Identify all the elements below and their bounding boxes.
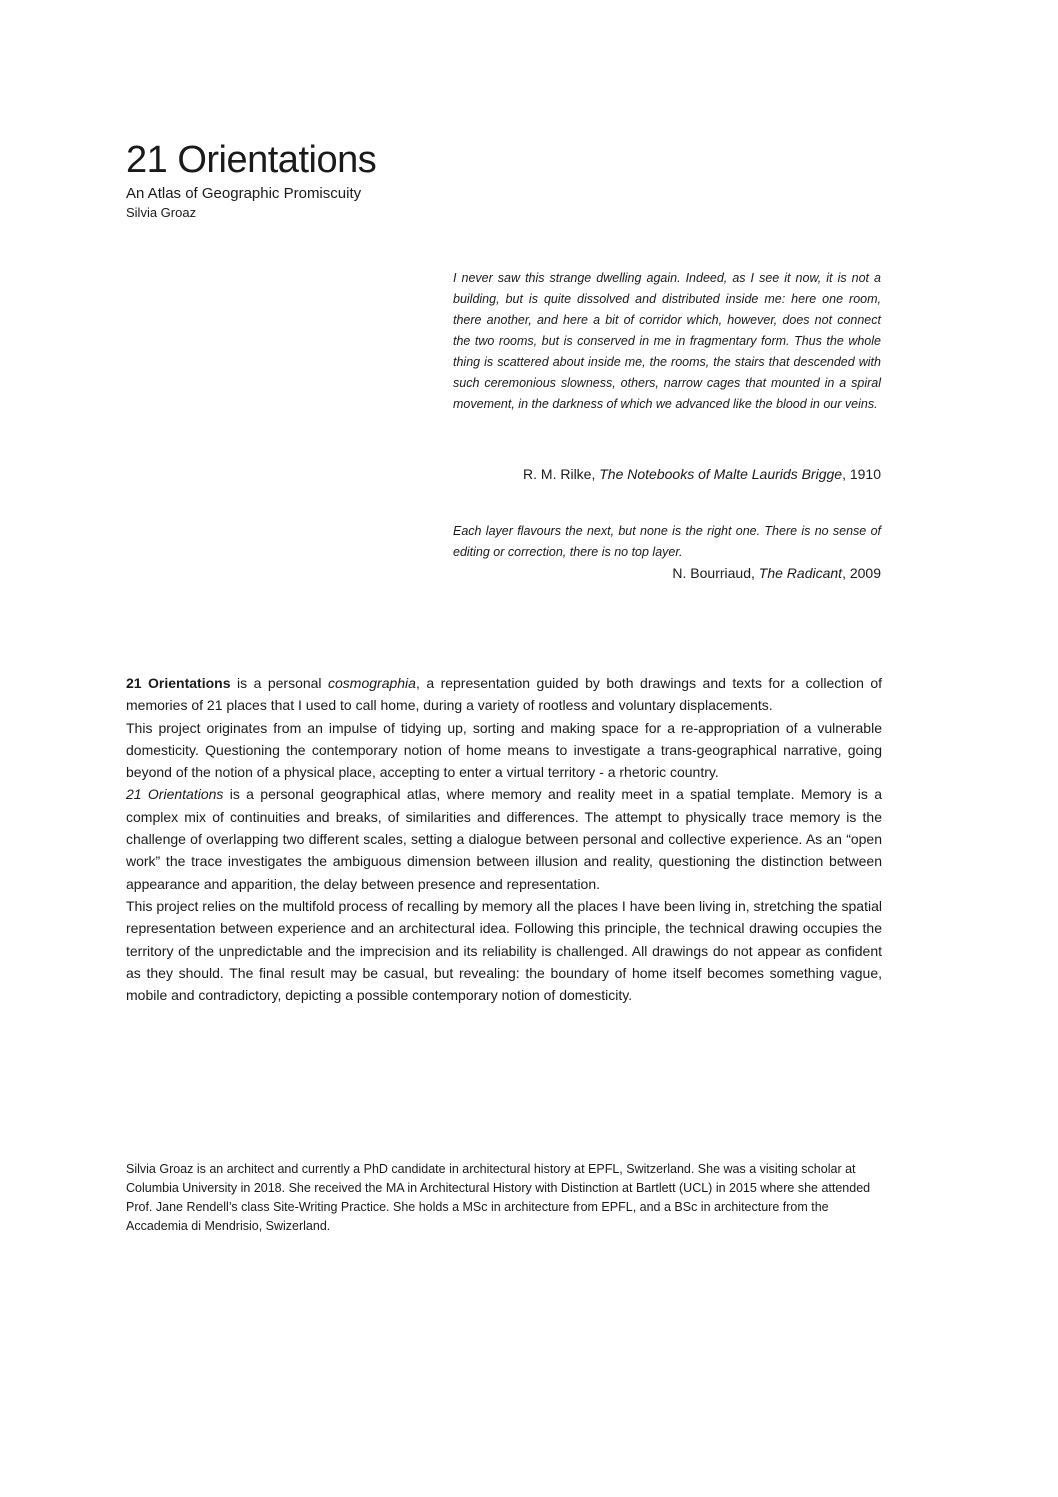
project-description	[126, 672, 882, 1006]
citation-year: , 1910	[842, 466, 881, 482]
epigraph-quote-rilke: I never saw this strange dwelling again. Indeed, as I see it now, it is not a building, but is quite dissolved and distributed inside me: here one room, there another, and here a bit of corridor which, however, does not connect the two rooms, but is conserved in me in fragmentary form. Thus the whole thing is scattered about inside me, the rooms, the stairs that descended with such ceremonious slowness, others, narrow cages that mounted in a spiral movement, in the darkness of which we advanced like the blood in our veins.	[453, 271, 881, 411]
text-span: is a personal	[230, 675, 329, 691]
citation-author: N. Bourriaud,	[672, 565, 759, 581]
paragraph-origin: This project originates from an impulse of tidying up, sorting and making space for a re-appropriation of a vulnerable domesticity. Questioning the contemporary notion of home means to investigate a trans-geographical narrative, going beyond of the notion of a physical place, accepting to enter a virtual territory - a rhetoric country.	[126, 719, 882, 781]
text-span: , a representation guided by both drawings and texts for a collection of memories of 21 places that I used to call home, during a variety of rootless and voluntary displacements.	[126, 675, 883, 714]
author-name: Silvia Groaz	[126, 205, 197, 220]
cosmographia-term: cosmographia	[328, 675, 416, 691]
page-title: 21 Orientations	[126, 139, 377, 181]
text-span: is a personal geographical atlas, where memory and reality meet in a spatial template. Memory is a complex mix of continuities and breaks, of similarities and differences. The attempt to physically trace memory is the challenge of overlapping two different scales, setting a dialogue between personal and collective experience. As an “open work” the trace investigates the ambiguous dimension between illusion and reality, questioning the distinction between appearance and apparition, the delay between presence and representation.	[126, 786, 882, 892]
author-bio: Silvia Groaz is an architect and currently a PhD candidate in architectural history at EPFL, Switzerland. She was a visiting scholar at Columbia University in 2018. She received the MA in Architectural History with Distinction at Bartlett (UCL) in 2015 where she attended Prof. Jane Rendell’s class Site-Writing Practice. She holds a MSc in architecture from EPFL, and a BSc in architecture from the Accademia di Mendrisio, Swizerland.	[126, 1162, 871, 1233]
citation-year: , 2009	[842, 565, 881, 581]
epigraph-citation-bourriaud	[453, 563, 881, 583]
project-name-italic: 21 Orientations	[126, 786, 224, 803]
page-subtitle: An Atlas of Geographic Promiscuity	[126, 185, 362, 202]
epigraph-citation-rilke	[453, 464, 881, 484]
epigraph-quote-bourriaud: Each layer flavours the next, but none is the right one. There is no sense of editing or correction, there is no top layer.	[453, 524, 881, 559]
paragraph-atlas	[126, 783, 882, 894]
project-name-bold: 21 Orientations	[126, 675, 231, 691]
citation-author: R. M. Rilke,	[523, 466, 600, 482]
paragraph-process: This project relies on the multifold process of recalling by memory all the places I have been living in, stretching the spatial representation between experience and an architectural idea. Following this principle, the technical drawing occupies the territory of the unpredictable and the imprecision and its reliability is challenged. All drawings do not appear as confident as they should. The final result may be casual, but revealing: the boundary of home itself becomes something vague, mobile and contradictory, depicting a possible contemporary notion of domesticity.	[126, 897, 882, 1004]
citation-work: The Radicant	[758, 565, 843, 581]
paragraph-intro	[126, 672, 882, 717]
citation-work: The Notebooks of Malte Laurids Brigge	[599, 466, 843, 482]
